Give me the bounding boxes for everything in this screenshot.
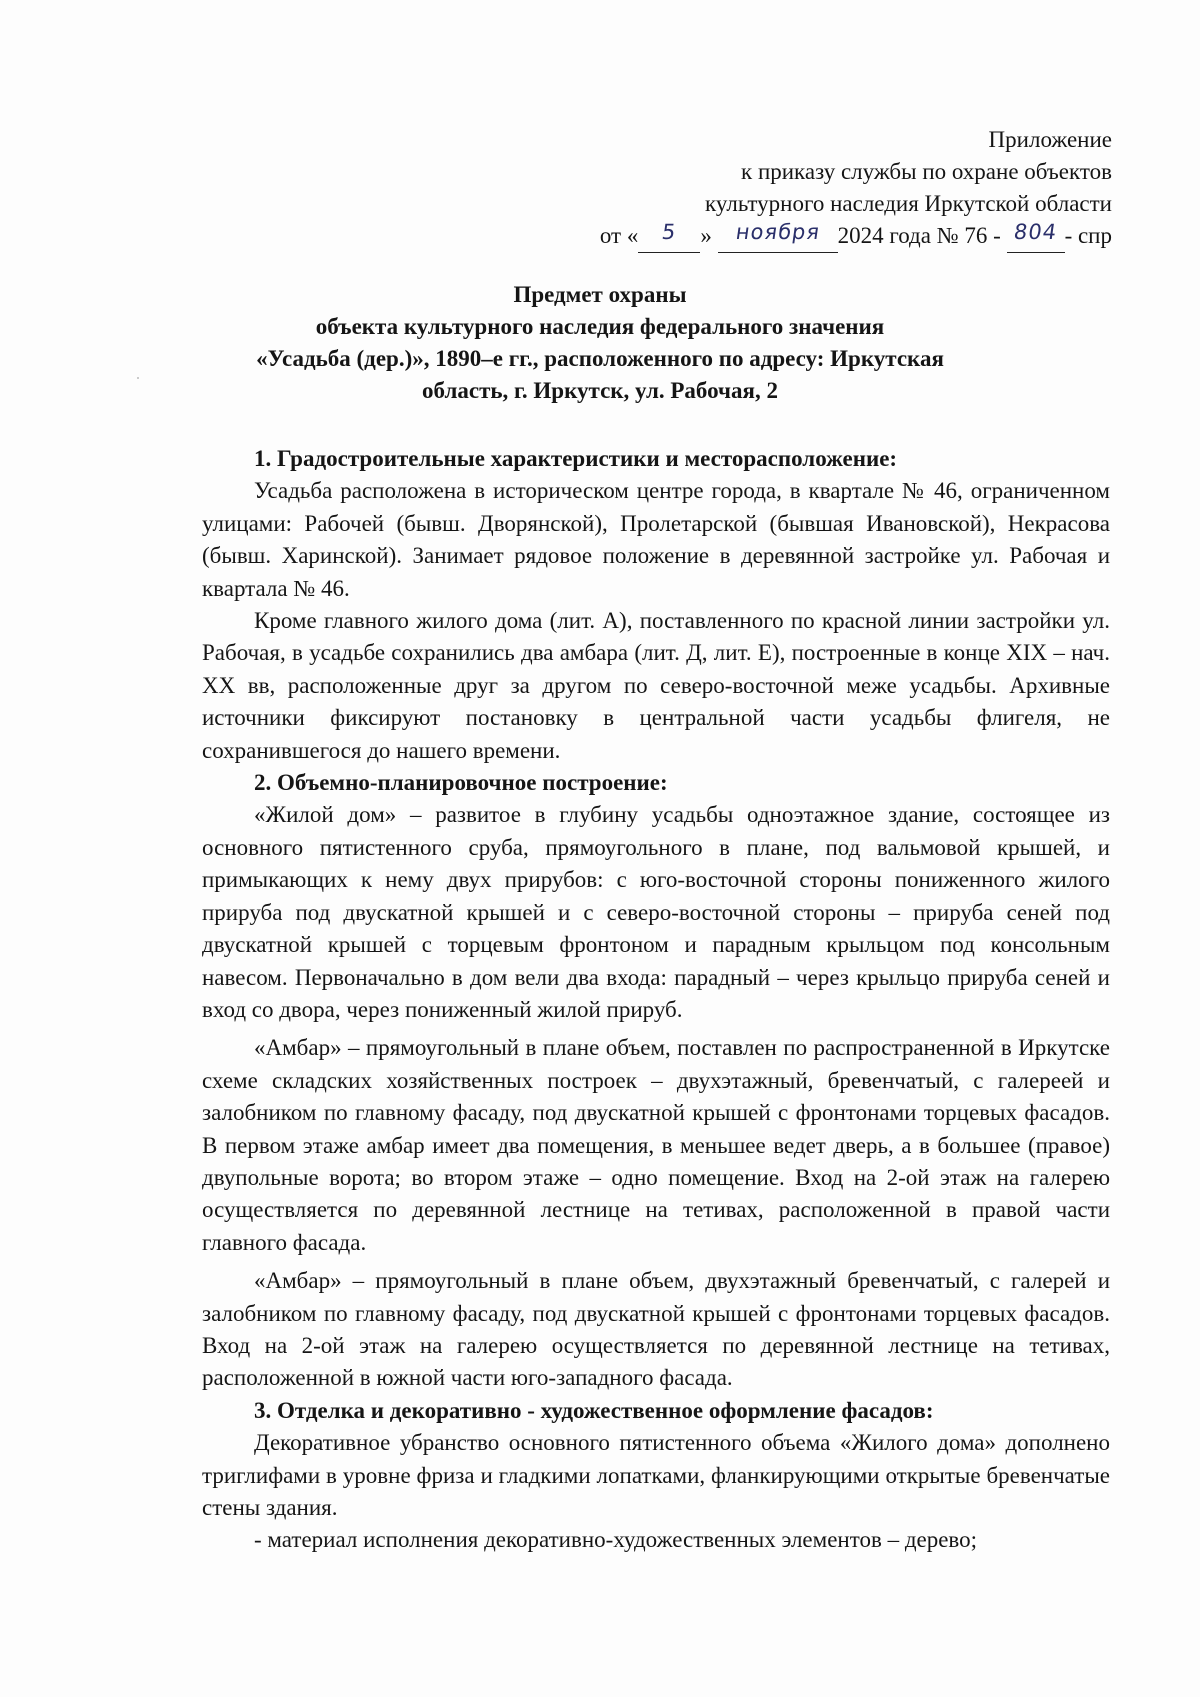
section-1-heading: 1. Градостроительные характеристики и месторасположение: [254, 446, 898, 471]
day-blank [638, 220, 700, 253]
appendix-line-order: к приказу службы по охране объектов [741, 159, 1112, 184]
document-body [202, 443, 1110, 1557]
handwritten-day: 5 [660, 220, 679, 244]
document-title [200, 279, 1000, 407]
order-no-blank [1007, 220, 1065, 253]
appendix-date-line [600, 220, 1112, 253]
date-mid: » [700, 223, 712, 248]
order-suffix: - спр [1064, 223, 1112, 248]
year-text: 2024 года № 76 - [837, 223, 1001, 248]
month-blank [718, 220, 838, 253]
appendix-title: Приложение [988, 127, 1112, 152]
date-prefix: от « [599, 223, 639, 248]
appendix-header [600, 124, 1112, 253]
title-line-4: область, г. Иркутск, ул. Рабочая, 2 [422, 378, 778, 403]
section-2-paragraph-1: «Жилой дом» – развитое в глубину усадьбы одноэтажное здание, состоящее из основного пятистенного сруба, прямоугольного в плане, под вальмовой крышей, и примыкающих к нему двух прирубов: с юго-восточной стороны пониженного жилого прируба под двускатной крышей и с северо-восточной стороны – прируба сеней под двускатной крышей с торцевым фронтоном и парадным крыльцом под консольным навесом. Первоначально в дом вели два входа: парадный – через крыльцо прируба сеней и вход со двора, через пониженный жилой прируб. [202, 802, 1110, 1022]
section-2-paragraph-2: «Амбар» – прямоугольный в плане объем, поставлен по распространенной в Иркутске схеме складских хозяйственных построек – двухэтажный, бревенчатый, с галереей и залобником по главному фасаду, под двускатной крышей с фронтонами торцевых фасадов. В первом этаже амбар имеет два помещения, в меньшее ведет дверь, а в большее (правое) двупольные ворота; во втором этаже – одно помещение. Вход на 2-ой этаж на галерею осуществляется по деревянной лестнице на тетивах, расположенной в правой части главного фасада. [202, 1035, 1110, 1255]
handwritten-order-number: 804 [1012, 220, 1059, 244]
handwritten-month: ноября [733, 220, 822, 244]
section-1-paragraph-1: Усадьба расположена в историческом центре города, в квартале № 46, ограниченном улицами: Рабочей (бывш. Дворянской), Пролетарской (бывшая Ивановской), Некрасова (бывш. Харинской). Занимает рядовое положение в деревянной застройке ул. Рабочая и квартала № 46. [202, 478, 1110, 601]
section-2-heading: 2. Объемно-планировочное построение: [254, 770, 668, 796]
title-line-2: объекта культурного наследия федерального значения [315, 314, 885, 339]
title-line-1: Предмет охраны [513, 282, 687, 307]
appendix-line-service: культурного наследия Иркутской области [705, 191, 1112, 216]
section-3-heading: 3. Отделка и декоративно - художественное оформление фасадов: [254, 1397, 934, 1423]
section-3-list-item: - материал исполнения декоративно-художественных элементов – дерево; [254, 1527, 978, 1553]
section-3-paragraph-1: Декоративное убранство основного пятистенного объема «Жилого дома» дополнено триглифами в уровне фриза и гладкими лопатками, фланкирующими открытые бревенчатые стены здания. [202, 1430, 1110, 1520]
scan-speck [137, 377, 139, 379]
section-1-paragraph-2: Кроме главного жилого дома (лит. А), поставленного по красной линии застройки ул. Рабочая, в усадьбе сохранились два амбара (лит. Д, лит. Е), построенные в конце XIX – нач. XX вв, расположенные друг за другом по северо-восточной меже усадьбы. Архивные источники фиксируют постановку в центральной части усадьбы флигеля, не сохранившегося до нашего времени. [202, 608, 1110, 763]
section-2-paragraph-3: «Амбар» – прямоугольный в плане объем, двухэтажный бревенчатый, с галерей и залобником по главному фасаду, под двускатной крышей с фронтонами торцевых фасадов. Вход на 2-ой этаж на галерею осуществляется по деревянной лестнице на тетивах, расположенной в южной части юго-западного фасада. [202, 1268, 1110, 1391]
title-line-3: «Усадьба (дер.)», 1890–е гг., расположенного по адресу: Иркутская [256, 346, 944, 371]
